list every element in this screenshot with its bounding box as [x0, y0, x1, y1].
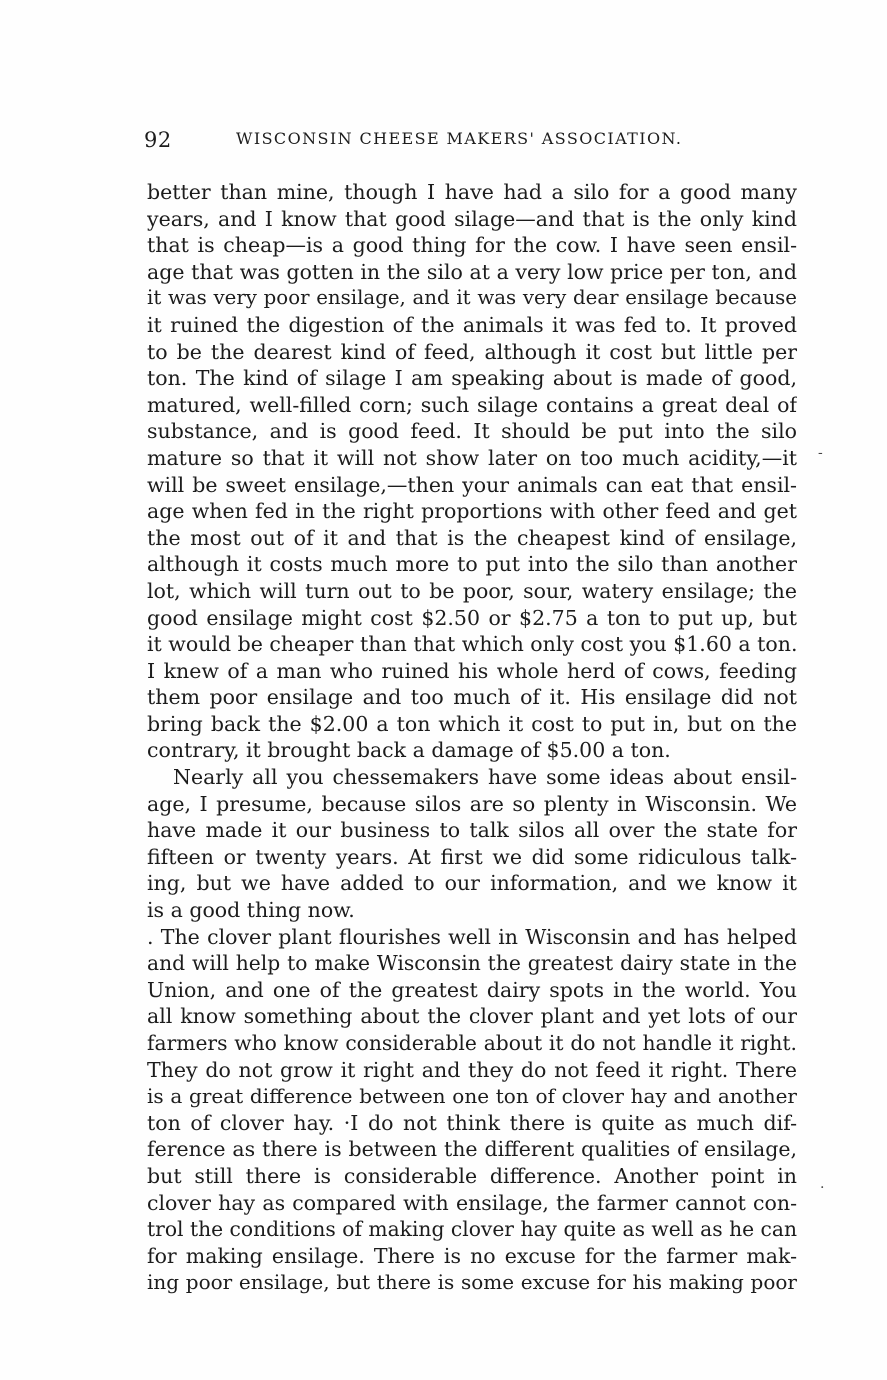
text-line: although it costs much more to put into the silo than another	[147, 552, 797, 577]
page-number: 92	[144, 128, 172, 152]
body-text	[147, 179, 797, 1296]
text-line: They do not grow it right and they do not feed it right. There	[147, 1057, 797, 1082]
paragraph-2	[147, 764, 797, 924]
text-line: good ensilage might cost $2.50 or $2.75 a ton to put up, but	[147, 605, 797, 630]
text-line: years, and I know that good silage—and that is the only kind	[147, 206, 797, 231]
text-line: it ruined the digestion of the animals it was fed to. It proved	[147, 312, 797, 337]
text-line: is a good thing now.	[147, 898, 355, 923]
text-line: clover hay as compared with ensilage, the farmer cannot con-	[147, 1190, 797, 1215]
text-line: it would be cheaper than that which only cost you $1.60 a ton.	[147, 632, 797, 657]
text-line: ference as there is between the different qualities of ensilage,	[147, 1137, 797, 1162]
text-line: contrary, it brought back a damage of $5.00 a ton.	[147, 738, 671, 763]
text-line: better than mine, though I have had a silo for a good many	[147, 180, 797, 204]
text-line: for making ensilage. There is no excuse for the farmer mak-	[147, 1243, 797, 1268]
running-head: WISCONSIN CHEESE MAKERS' ASSOCIATION.	[236, 129, 683, 148]
text-line: them poor ensilage and too much of it. His ensilage did not	[147, 685, 797, 710]
text-line: mature so that it will not show later on too much acidity,—it	[147, 445, 797, 470]
text-line: lot, which will turn out to be poor, sour, watery ensilage; the	[147, 578, 797, 603]
text-line: . The clover plant flourishes well in Wisconsin and has helped	[147, 924, 797, 949]
text-line: will be sweet ensilage,—then your animals can eat that ensil-	[147, 472, 797, 497]
text-line: but still there is considerable difference. Another point in	[147, 1163, 797, 1188]
margin-dot-mark: .	[820, 1176, 825, 1192]
text-line: age that was gotten in the silo at a very low price per ton, and	[147, 259, 797, 284]
text-line: fifteen or twenty years. At first we did some ridiculous talk-	[147, 844, 797, 869]
text-line: matured, well-filled corn; such silage contains a great deal of	[147, 392, 797, 417]
text-line: it was very poor ensilage, and it was very dear ensilage because	[147, 286, 797, 310]
text-line: ing, but we have added to our information, and we know it	[147, 871, 797, 896]
text-line: bring back the $2.00 a ton which it cost to put in, but on the	[147, 711, 797, 736]
margin-dash-mark: -	[818, 445, 823, 461]
text-line: the most out of it and that is the cheapest kind of ensilage,	[147, 525, 797, 550]
text-line: farmers who know considerable about it do not handle it right.	[147, 1031, 797, 1055]
text-line: ton. The kind of silage I am speaking about is made of good,	[147, 366, 797, 391]
text-line: ing poor ensilage, but there is some excuse for his making poor	[147, 1270, 797, 1295]
text-line: Union, and one of the greatest dairy spots in the world. You	[147, 977, 797, 1002]
text-line: ton of clover hay. ·I do not think there is quite as much dif-	[147, 1110, 797, 1135]
text-line: trol the conditions of making clover hay quite as well as he can	[147, 1217, 797, 1242]
text-line: Nearly all you chessemakers have some ideas about ensil-	[173, 765, 797, 790]
text-line: all know something about the clover plant and yet lots of our	[147, 1004, 797, 1029]
text-line: to be the dearest kind of feed, although it cost but little per	[147, 339, 797, 364]
text-line: age, I presume, because silos are so plenty in Wisconsin. We	[147, 791, 797, 816]
paragraph-1	[147, 179, 797, 764]
text-line: I knew of a man who ruined his whole herd of cows, feeding	[147, 658, 797, 683]
text-line: and will help to make Wisconsin the greatest dairy state in the	[147, 951, 797, 976]
paragraph-3	[147, 924, 797, 1296]
text-line: that is cheap—is a good thing for the cow. I have seen ensil-	[147, 233, 797, 258]
text-line: substance, and is good feed. It should be put into the silo	[147, 419, 797, 444]
text-line: age when fed in the right proportions with other feed and get	[147, 499, 797, 524]
text-line: have made it our business to talk silos all over the state for	[147, 818, 797, 843]
text-line: is a great difference between one ton of clover hay and another	[147, 1084, 797, 1109]
